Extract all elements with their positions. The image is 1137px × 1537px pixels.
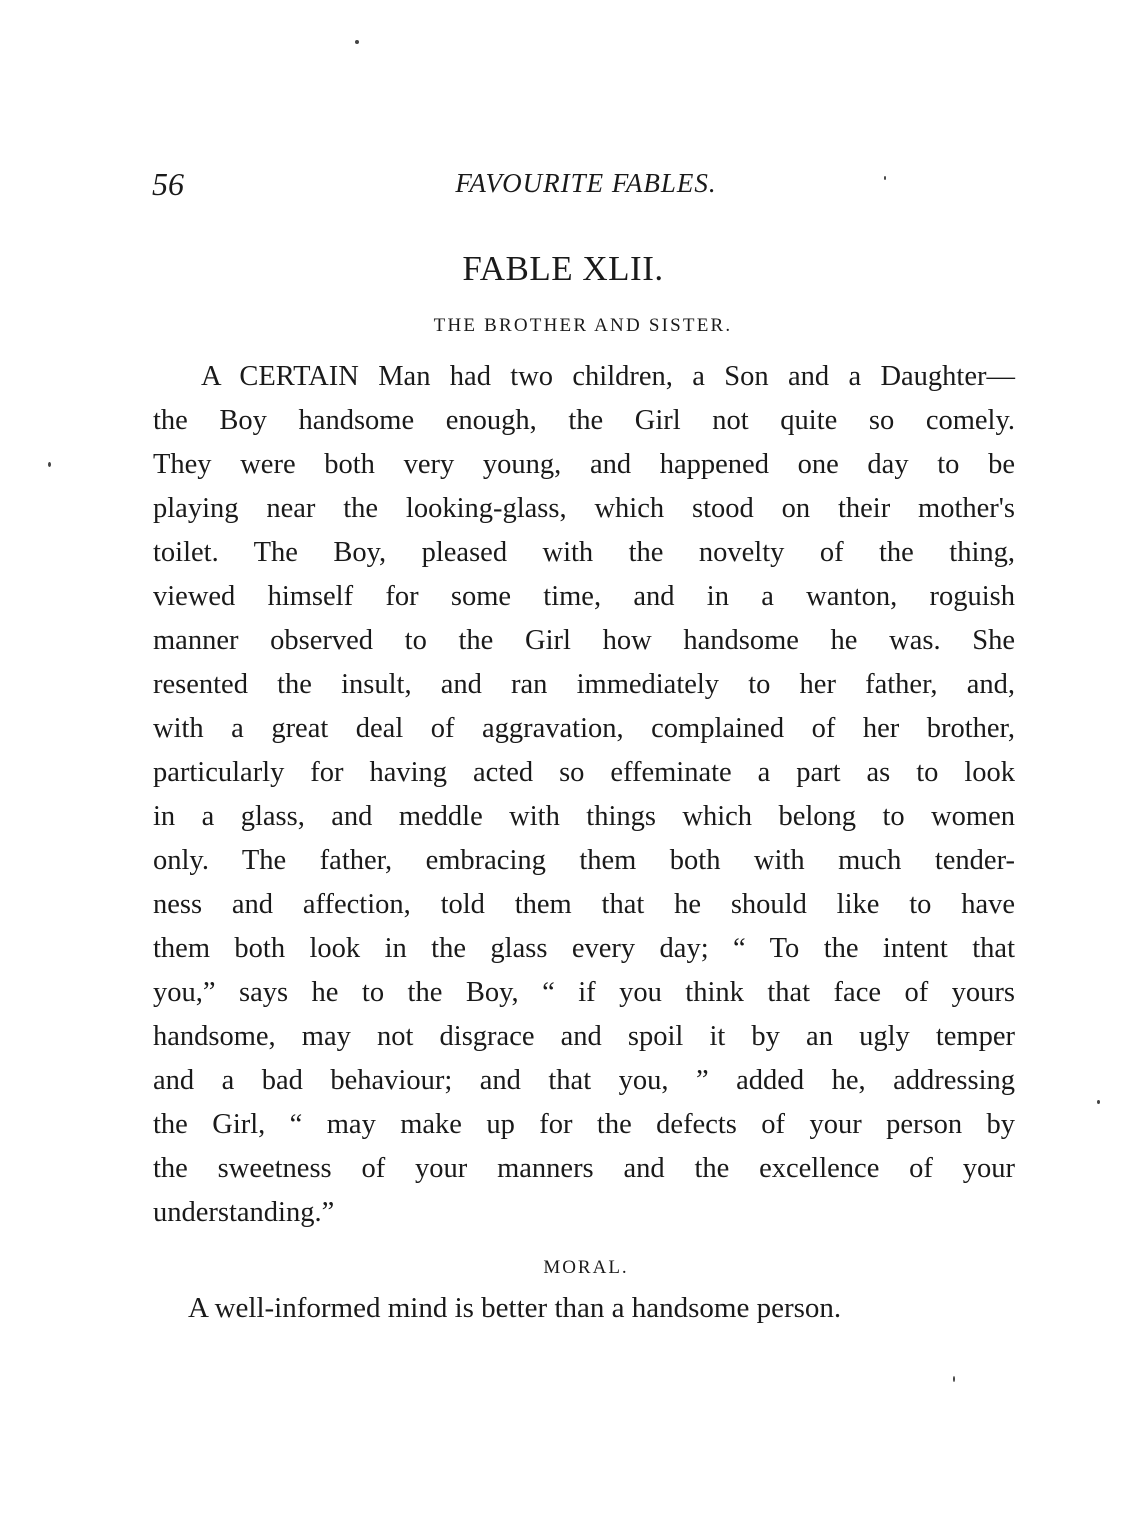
paper-speck xyxy=(884,176,886,180)
body-line: them both look in the glass every day; “ To the intent that xyxy=(153,933,1015,964)
paper-speck xyxy=(1097,1100,1100,1104)
body-line: understanding.” xyxy=(153,1197,335,1228)
body-line: manner observed to the Girl how handsome he was. She xyxy=(153,625,1015,656)
fable-body xyxy=(153,355,1015,1235)
running-head: FAVOURITE FABLES. xyxy=(455,168,717,198)
body-line: the sweetness of your manners and the excellence of your xyxy=(153,1153,1015,1184)
body-line: They were both very young, and happened one day to be xyxy=(153,449,1015,480)
body-line: in a glass, and meddle with things which belong to women xyxy=(153,801,1015,832)
fable-title: FABLE XLII. xyxy=(462,249,664,288)
body-line: viewed himself for some time, and in a wanton, roguish xyxy=(153,581,1015,612)
body-line: the Girl, “ may make up for the defects of your person by xyxy=(153,1109,1015,1140)
fable-subtitle: THE BROTHER AND SISTER. xyxy=(433,315,733,336)
paper-speck xyxy=(355,40,359,44)
body-line: only. The father, embracing them both with much tender- xyxy=(153,845,1015,876)
body-line: handsome, may not disgrace and spoil it by an ugly temper xyxy=(153,1021,1015,1052)
body-line: you,” says he to the Boy, “ if you think that face of yours xyxy=(153,977,1015,1008)
body-line: ness and affection, told them that he should like to have xyxy=(153,889,1015,920)
page-number: 56 xyxy=(152,166,184,202)
body-line: and a bad behaviour; and that you, ” added he, addressing xyxy=(153,1065,1015,1096)
moral-text: A well-informed mind is better than a handsome person. xyxy=(188,1292,842,1324)
body-line: toilet. The Boy, pleased with the novelty of the thing, xyxy=(153,537,1015,568)
body-line: A CERTAIN Man had two children, a Son and a Daughter— xyxy=(201,361,1015,392)
moral-label: MORAL. xyxy=(543,1257,629,1278)
paper-speck xyxy=(48,462,51,467)
body-line: the Boy handsome enough, the Girl not quite so comely. xyxy=(153,405,1015,436)
body-line: playing near the looking-glass, which stood on their mother's xyxy=(153,493,1015,524)
paper-speck xyxy=(953,1376,955,1382)
body-line: particularly for having acted so effeminate a part as to look xyxy=(153,757,1015,788)
body-line: resented the insult, and ran immediately to her father, and, xyxy=(153,669,1015,700)
body-line: with a great deal of aggravation, complained of her brother, xyxy=(153,713,1015,744)
